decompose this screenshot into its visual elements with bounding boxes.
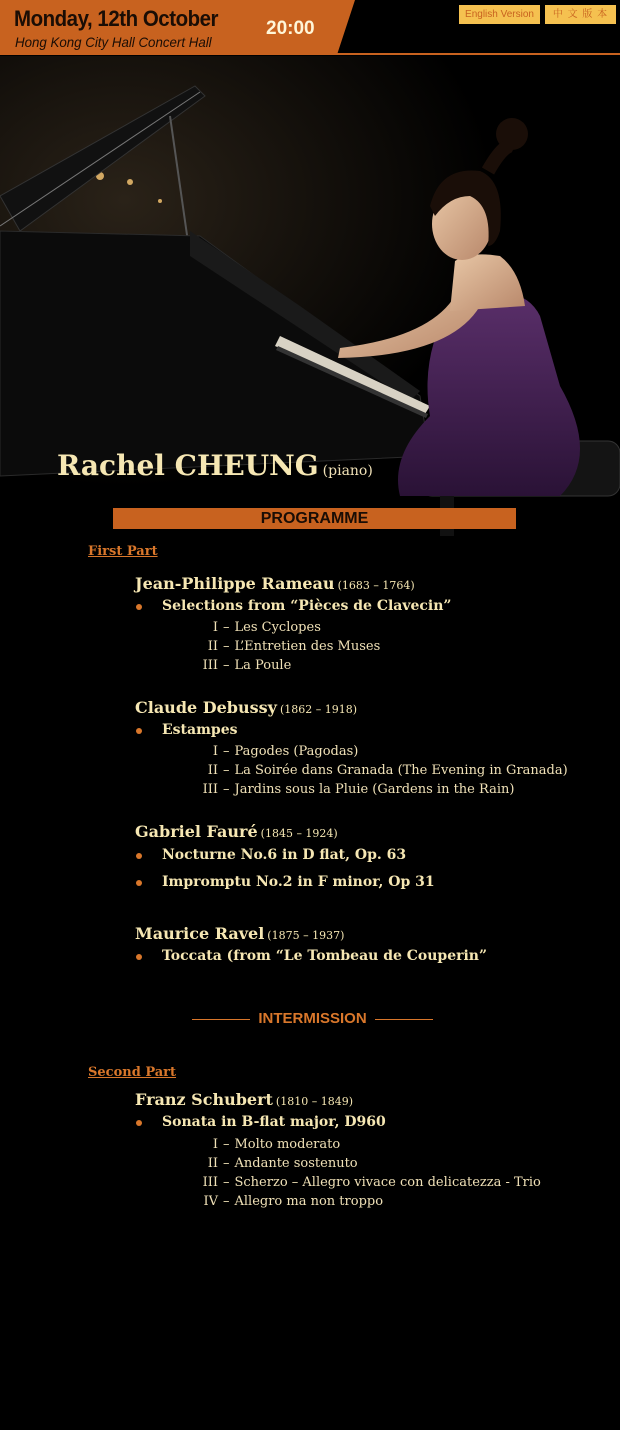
english-version-button[interactable]: English Version	[459, 5, 540, 24]
composer-name: Jean-Philippe Rameau	[135, 574, 335, 593]
movement-separator: –	[223, 658, 230, 673]
event-date: Monday, 12th October	[14, 6, 219, 31]
movement	[180, 658, 291, 673]
second-part-label: Second Part	[88, 1065, 177, 1080]
composer-years: (1862 – 1918)	[279, 703, 358, 716]
movement	[180, 744, 358, 759]
composer-name: Maurice Ravel	[135, 924, 265, 943]
movement-title: Andante sostenuto	[234, 1156, 358, 1171]
first-part-label: First Part	[88, 544, 158, 559]
work-title: Impromptu No.2 in F minor, Op 31	[162, 874, 435, 890]
composer-years: (1810 – 1849)	[275, 1095, 353, 1108]
movement	[180, 763, 568, 778]
composer-years: (1845 – 1924)	[260, 827, 338, 840]
event-venue: Hong Kong City Hall Concert Hall	[15, 34, 212, 50]
movement-number: I	[212, 1137, 218, 1152]
composer-ravel	[135, 924, 344, 943]
movement-title: Scherzo – Allegro vivace con delicatezza - Trio	[234, 1175, 541, 1190]
movement-title: La Poule	[234, 658, 292, 673]
work-title: Nocturne No.6 in D flat, Op. 63	[162, 847, 407, 863]
movement-separator: –	[223, 1156, 230, 1171]
work-title: Selections from “Pièces de Clavecin”	[162, 598, 452, 614]
composer-years: (1683 – 1764)	[337, 579, 415, 592]
movement	[180, 1194, 383, 1209]
artist-role: (piano)	[322, 463, 373, 479]
movement-number: III	[202, 782, 218, 797]
work-title: Sonata in B-flat major, D960	[162, 1114, 386, 1130]
composer-name: Claude Debussy	[135, 698, 277, 717]
movement-number: II	[207, 763, 218, 778]
bullet-icon	[136, 853, 142, 859]
composer-name: Gabriel Fauré	[135, 822, 258, 841]
composer-rameau	[135, 574, 415, 593]
movement-title: Molto moderato	[234, 1137, 341, 1152]
movement-separator: –	[223, 744, 230, 759]
composer-years: (1875 – 1937)	[267, 929, 345, 942]
movement	[180, 782, 514, 797]
movement-separator: –	[223, 763, 230, 778]
bullet-icon	[136, 1120, 142, 1126]
event-time: 20:00	[266, 18, 315, 39]
movement	[180, 620, 321, 635]
movement-separator: –	[223, 782, 230, 797]
artist-name	[57, 449, 373, 482]
movement-title: L’Entretien des Muses	[234, 639, 381, 654]
movement	[180, 639, 380, 654]
movement-separator: –	[223, 1194, 230, 1209]
header-divider	[0, 53, 620, 55]
composer-debussy	[135, 698, 357, 717]
work-title: Estampes	[162, 722, 238, 738]
movement-title: Pagodes (Pagodas)	[234, 744, 359, 759]
bullet-icon	[136, 604, 142, 610]
movement-title: Allegro ma non troppo	[234, 1194, 384, 1209]
movement-separator: –	[223, 1137, 230, 1152]
movement-separator: –	[223, 1175, 230, 1190]
movement-number: IV	[203, 1194, 218, 1209]
intermission-divider	[190, 1010, 435, 1030]
movement-number: I	[212, 620, 218, 635]
chinese-version-button[interactable]: 中 文 版 本	[545, 5, 616, 24]
movement-title: Les Cyclopes	[234, 620, 321, 635]
movement-number: II	[207, 639, 218, 654]
composer-name: Franz Schubert	[135, 1090, 273, 1109]
movement-number: II	[207, 1156, 218, 1171]
movement-separator: –	[223, 620, 230, 635]
movement-title: La Soirée dans Granada (The Evening in Granada)	[234, 763, 568, 778]
movement	[180, 1137, 340, 1152]
intermission-label: INTERMISSION	[258, 1010, 367, 1027]
movement-number: III	[202, 658, 218, 673]
bullet-icon	[136, 728, 142, 734]
movement	[180, 1175, 541, 1190]
bullet-icon	[136, 954, 142, 960]
event-header	[0, 0, 620, 55]
movement-number: I	[212, 744, 218, 759]
work-title: Toccata (from “Le Tombeau de Couperin”	[162, 948, 488, 964]
artist-name-text: Rachel CHEUNG	[57, 449, 319, 482]
bullet-icon	[136, 880, 142, 886]
composer-faure	[135, 822, 338, 841]
movement-separator: –	[223, 639, 230, 654]
programme-banner: PROGRAMME	[113, 508, 516, 529]
movement-title: Jardins sous la Pluie (Gardens in the Rain)	[234, 782, 515, 797]
movement	[180, 1156, 358, 1171]
composer-schubert	[135, 1090, 353, 1109]
hero-photo	[0, 56, 620, 536]
movement-number: III	[202, 1175, 218, 1190]
